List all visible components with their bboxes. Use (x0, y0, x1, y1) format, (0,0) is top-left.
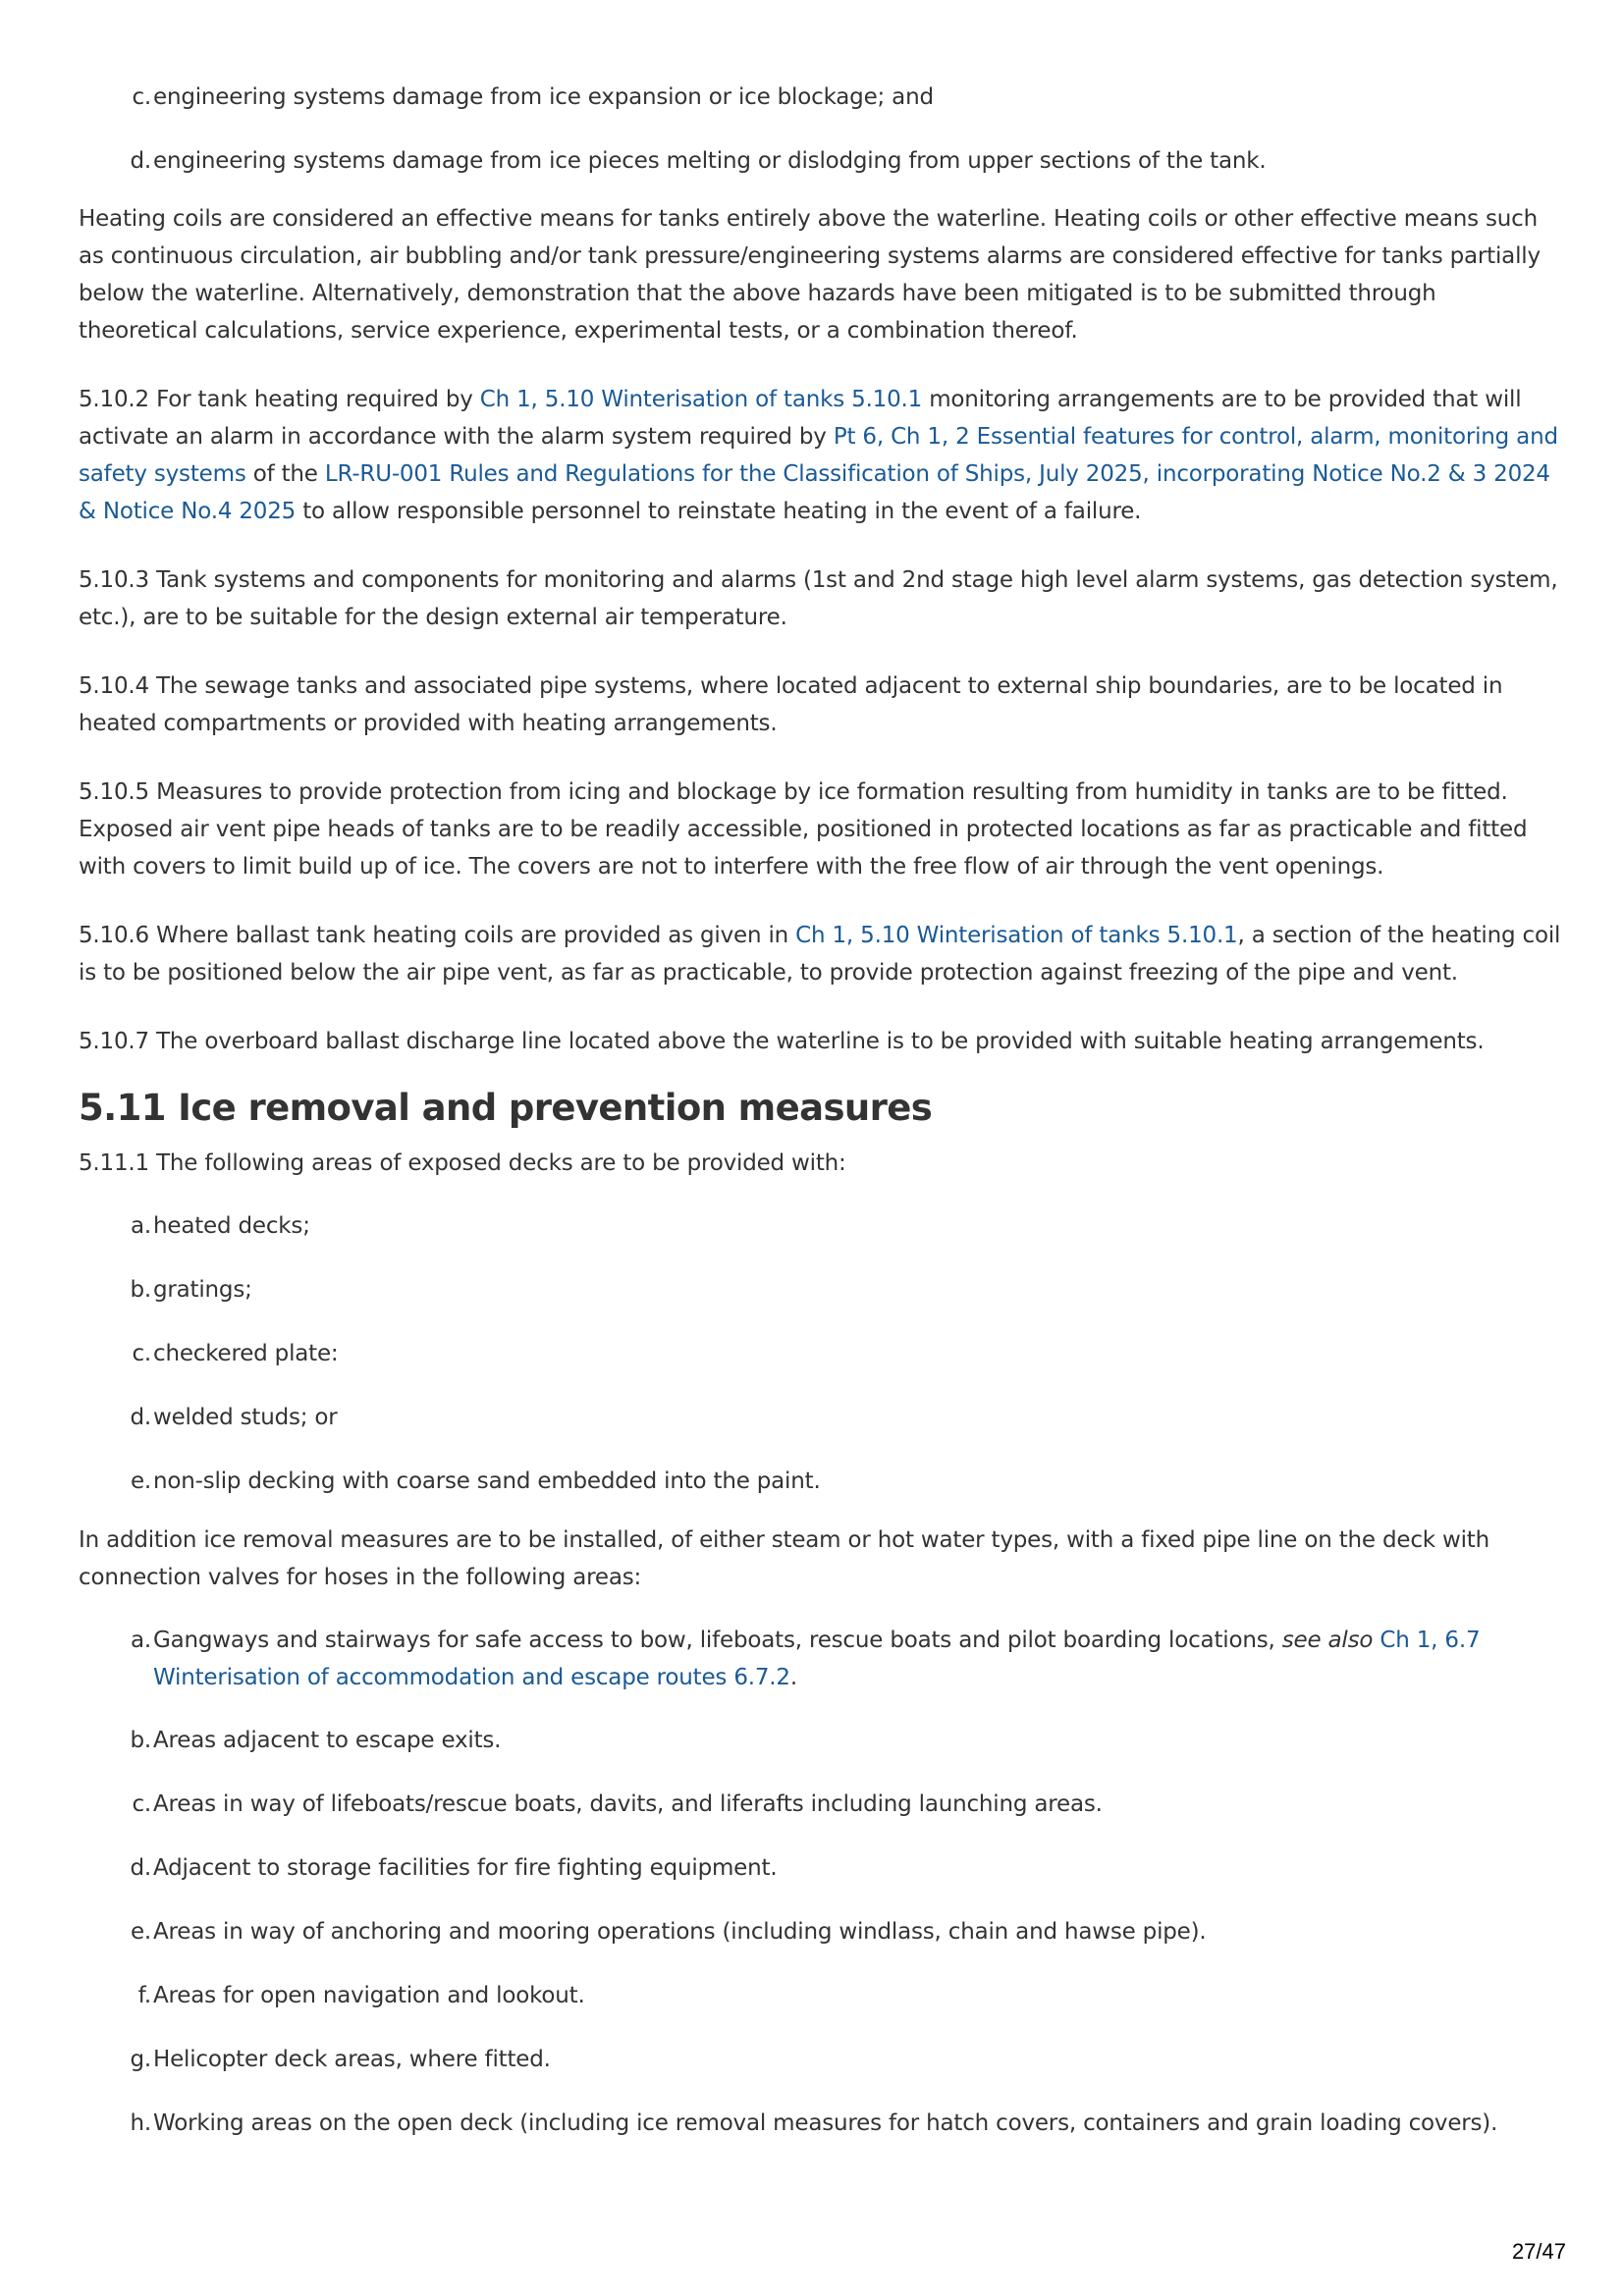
list-text: Areas adjacent to escape exits. (153, 1728, 502, 1753)
list-item (79, 1849, 1561, 1887)
text-run: . (789, 1665, 797, 1690)
link-winterisation-of-tanks[interactable]: Ch 1, 5.10 Winterisation of tanks 5.10.1 (479, 387, 923, 412)
text-run: to allow responsible personnel to reinstate heating in the event of a failure. (296, 499, 1142, 524)
text-run: 5.10.2 For tank heating required by (79, 387, 480, 412)
list-text: Working areas on the open deck (including ice removal measures for hatch covers, containers and grain loading covers). (153, 2110, 1498, 2136)
list-item (79, 2041, 1561, 2078)
list-item (79, 2105, 1561, 2142)
list-marker: c. (132, 84, 151, 110)
list-marker: d. (130, 1405, 151, 1430)
list-marker: a. (130, 1628, 151, 1653)
link-essential-features[interactable]: Pt 6, Ch 1, 2 Essential features for control, alarm, monitoring and safety systems (79, 424, 1558, 487)
text-run: Gangways and stairways for safe access to bow, lifeboats, rescue boats and pilot boarding locations, (153, 1628, 1282, 1653)
link-lr-ru-001-rules[interactable]: LR-RU-001 Rules and Regulations for the Classification of Ships, July 2025, incorporating Notice No.2 & 3 2024 & Notice No.4 2025 (79, 461, 1550, 524)
text-run: monitoring arrangements are to be provided that will activate an alarm in accordance with the alarm system required by (79, 387, 1522, 450)
section-heading-5-11: 5.11 Ice removal and prevention measures (79, 1087, 933, 1129)
list-text: Helicopter deck areas, where fitted. (153, 2047, 551, 2072)
list-item (79, 1271, 1561, 1308)
list-item (79, 79, 1561, 116)
list-text: Areas for open navigation and lookout. (153, 1983, 585, 2008)
paragraph-ice-removal-addition: In addition ice removal measures are to be installed, of either steam or hot water types, with a fixed pipe line on the deck with connection valves for hoses in the following areas: (79, 1527, 1490, 1590)
list-marker: e. (130, 1468, 151, 1494)
page-number: 27/47 (1511, 2239, 1566, 2264)
list-text: Areas in way of lifeboats/rescue boats, davits, and liferafts including launching areas. (153, 1791, 1103, 1817)
list-item (79, 1786, 1561, 1823)
list-marker: h. (130, 2110, 151, 2136)
list-text: engineering systems damage from ice pieces melting or dislodging from upper sections of the tank. (153, 148, 1267, 174)
paragraph-5-10-5: 5.10.5 Measures to provide protection from icing and blockage by ice formation resulting from humidity in tanks are to be fitted. Exposed air vent pipe heads of tanks are to be readily accessible, positioned in protected locations as far as practicable and fitted with covers to limit build up of ice. The covers are not to interfere with the free flow of air through the vent openings. (79, 779, 1528, 880)
list-text: non-slip decking with coarse sand embedded into the paint. (153, 1468, 821, 1494)
list-text: checkered plate: (153, 1341, 339, 1366)
list-text: Areas in way of anchoring and mooring operations (including windlass, chain and hawse pipe). (153, 1919, 1207, 1945)
paragraph-5-10-4: 5.10.4 The sewage tanks and associated pipe systems, where located adjacent to external ship boundaries, are to be located in heated compartments or provided with heating arrangements. (79, 673, 1503, 736)
link-winterisation-of-tanks[interactable]: Ch 1, 5.10 Winterisation of tanks 5.10.1 (795, 923, 1238, 948)
list-marker: g. (130, 2047, 151, 2072)
list-text: welded studs; or (153, 1405, 338, 1430)
list-item (79, 1722, 1561, 1759)
paragraph-5-10-2 (79, 381, 1561, 530)
text-run: 5.10.6 Where ballast tank heating coils are provided as given in (79, 923, 796, 948)
list-item (79, 1463, 1561, 1500)
list-marker: d. (130, 148, 151, 174)
list-text: gratings; (153, 1277, 252, 1303)
list-item (79, 1977, 1561, 2014)
list-text: Adjacent to storage facilities for fire fighting equipment. (153, 1855, 778, 1881)
list-marker: a. (130, 1213, 151, 1239)
list-marker: b. (130, 1728, 151, 1753)
list-item (79, 1399, 1561, 1436)
paragraph-heating-coils: Heating coils are considered an effective means for tanks entirely above the waterline. Heating coils or other effective means such as continuous circulation, air bubbling and/or tank pressure/engineering systems alarms are considered effective for tanks partially below the waterline. Alternatively, demonstration that the above hazards have been mitigated is to be submitted through theoretical calculations, service experience, experimental tests, or a combination thereof. (79, 206, 1541, 344)
list-marker: d. (130, 1855, 151, 1881)
list-item (79, 142, 1561, 180)
list-marker: e. (130, 1919, 151, 1945)
emphasis-see-also: see also (1281, 1628, 1374, 1653)
list-item (79, 1207, 1561, 1245)
paragraph-5-10-3: 5.10.3 Tank systems and components for monitoring and alarms (1st and 2nd stage high level alarm systems, gas detection system, etc.), are to be suitable for the design external air temperature. (79, 567, 1558, 630)
list-text: engineering systems damage from ice expansion or ice blockage; and (153, 84, 934, 110)
list-marker: c. (132, 1791, 151, 1817)
list-marker: f. (137, 1983, 151, 2008)
list-marker: b. (130, 1277, 151, 1303)
text-run: of the (245, 461, 325, 487)
list-item (79, 1622, 1561, 1696)
list-marker: c. (132, 1341, 151, 1366)
list-text: heated decks; (153, 1213, 310, 1239)
text-run: , a section of the heating coil is to be positioned below the air pipe vent, as far as practicable, to provide protection against freezing of the pipe and vent. (79, 923, 1561, 986)
link-winterisation-of-accommodation[interactable]: Ch 1, 6.7 Winterisation of accommodation and escape routes 6.7.2 (153, 1628, 1481, 1690)
document-page (79, 79, 1561, 2168)
list-item (79, 1913, 1561, 1950)
paragraph-5-11-1: 5.11.1 The following areas of exposed decks are to be provided with: (79, 1150, 846, 1176)
paragraph-5-10-6 (79, 917, 1561, 991)
list-item (79, 1335, 1561, 1372)
paragraph-5-10-7: 5.10.7 The overboard ballast discharge line located above the waterline is to be provided with suitable heating arrangements. (79, 1029, 1485, 1054)
